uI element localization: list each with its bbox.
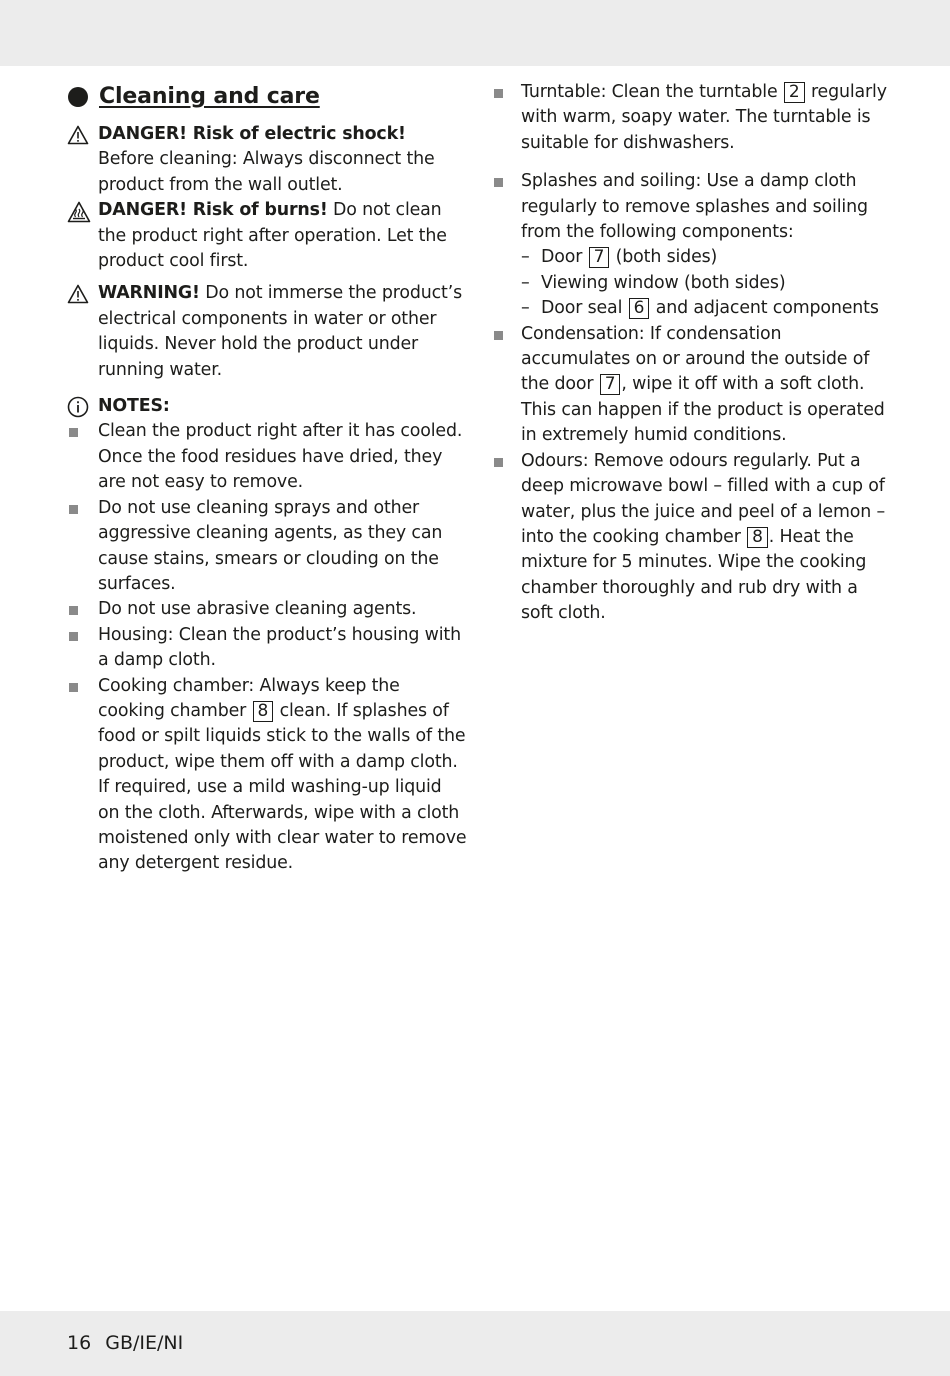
list-item-text: , wipe it off with a soft cloth. This can happen if the product is operated in extremely humid conditions. bbox=[521, 374, 885, 446]
warning-triangle-icon bbox=[67, 125, 89, 145]
list-item-text: Cooking chamber: Always keep the cooking chamber bbox=[98, 675, 400, 721]
list-item-turntable bbox=[492, 80, 892, 156]
square-bullet-icon bbox=[69, 606, 78, 615]
list-item-odours bbox=[492, 449, 892, 627]
right-column bbox=[492, 80, 892, 627]
list-item-condensation bbox=[492, 322, 892, 449]
list-item bbox=[67, 597, 467, 622]
square-bullet-icon bbox=[69, 428, 78, 437]
hot-surface-warning-icon bbox=[67, 201, 91, 223]
list-item-text: regularly with warm, soapy water. The turntable is suitable for dishwashers. bbox=[521, 82, 887, 153]
list-item-continuation: If required, use a mild washing-up liquid on the cloth. Afterwards, wipe with a cloth moistened only with clear water to remove any detergent residue. bbox=[98, 777, 467, 874]
list-item-text: Turntable: Clean the turntable bbox=[521, 82, 783, 102]
header-band bbox=[0, 0, 950, 66]
square-bullet-icon bbox=[69, 505, 78, 514]
warning-immerse bbox=[67, 281, 467, 383]
square-bullet-icon bbox=[494, 178, 503, 187]
warning-label: WARNING! bbox=[98, 283, 200, 304]
info-icon bbox=[67, 396, 89, 418]
component-reference-box: 2 bbox=[784, 82, 805, 103]
dash-bullet: – bbox=[521, 272, 530, 293]
dash-bullet: – bbox=[521, 298, 530, 319]
component-reference-box: 8 bbox=[747, 527, 768, 548]
notes-header bbox=[67, 394, 467, 419]
list-item-text: Condensation: If condensation accumulates on or around the outside of the door bbox=[521, 323, 870, 395]
warning-label: DANGER! Risk of electric shock! bbox=[98, 124, 406, 144]
list-item-text: . Heat the mixture for 5 minutes. Wipe the cooking chamber thoroughly and rub dry with a soft cloth. bbox=[521, 526, 867, 624]
square-bullet-icon bbox=[494, 89, 503, 98]
warning-text: Do not immerse the product’s electrical components in water or other liquids. Never hold the product under running water. bbox=[98, 283, 462, 380]
warning-triangle-icon bbox=[67, 284, 89, 304]
list-item-text: clean. If splashes of food or spilt liquids stick to the walls of the product, wipe them off with a damp cloth. bbox=[98, 700, 466, 772]
list-item-text: Odours: Remove odours regularly. Put a deep microwave bowl – filled with a cup of water, plus the juice and peel of a lemon – into the cooking chamber bbox=[521, 450, 886, 547]
list-item-text: Clean the product right after it has cooled. Once the food residues have dried, they are not easy to remove. bbox=[98, 421, 463, 493]
section-heading bbox=[67, 82, 467, 112]
list-item bbox=[67, 419, 467, 495]
square-bullet-icon bbox=[69, 632, 78, 641]
square-bullet-icon bbox=[494, 458, 503, 467]
sub-item-door: – Door 7 (both sides) bbox=[521, 245, 892, 270]
bullet-dot-icon bbox=[68, 87, 88, 107]
component-reference-box: 7 bbox=[600, 374, 621, 395]
dash-bullet: – bbox=[521, 247, 530, 268]
warning-text: Do not clean the product right after operation. Let the product cool first. bbox=[98, 200, 447, 272]
component-reference-box: 7 bbox=[589, 247, 610, 268]
page-footer bbox=[67, 1332, 191, 1354]
list-item bbox=[67, 623, 467, 674]
page-number: 16 bbox=[67, 1332, 92, 1354]
left-column bbox=[67, 80, 467, 877]
warning-electric-shock bbox=[67, 122, 467, 198]
square-bullet-icon bbox=[69, 683, 78, 692]
list-item-text: Splashes and soiling: Use a damp cloth regularly to remove splashes and soiling from the following components: bbox=[521, 171, 868, 243]
notes-label: NOTES: bbox=[98, 396, 170, 417]
list-item bbox=[67, 496, 467, 598]
warning-label: DANGER! Risk of burns! bbox=[98, 200, 328, 221]
list-item-cooking-chamber bbox=[67, 674, 467, 877]
list-item-splashes bbox=[492, 169, 892, 321]
list-item-text: Housing: Clean the product’s housing with a damp cloth. bbox=[98, 624, 461, 671]
list-item-text: Do not use abrasive cleaning agents. bbox=[98, 599, 417, 620]
component-reference-box: 8 bbox=[253, 701, 274, 722]
component-reference-box: 6 bbox=[629, 298, 650, 319]
region-label: GB/IE/NI bbox=[105, 1332, 184, 1354]
sub-item-viewing-window: – Viewing window (both sides) bbox=[521, 271, 892, 296]
warning-burns bbox=[67, 198, 467, 274]
warning-text: Before cleaning: Always disconnect the product from the wall outlet. bbox=[98, 149, 435, 195]
section-title: Cleaning and care bbox=[99, 84, 320, 109]
list-item-text: Do not use cleaning sprays and other aggressive cleaning agents, as they can cause stains, smears or clouding on the surfaces. bbox=[98, 497, 443, 594]
square-bullet-icon bbox=[494, 331, 503, 340]
sub-item-door-seal: – Door seal 6 and adjacent components bbox=[521, 296, 892, 321]
